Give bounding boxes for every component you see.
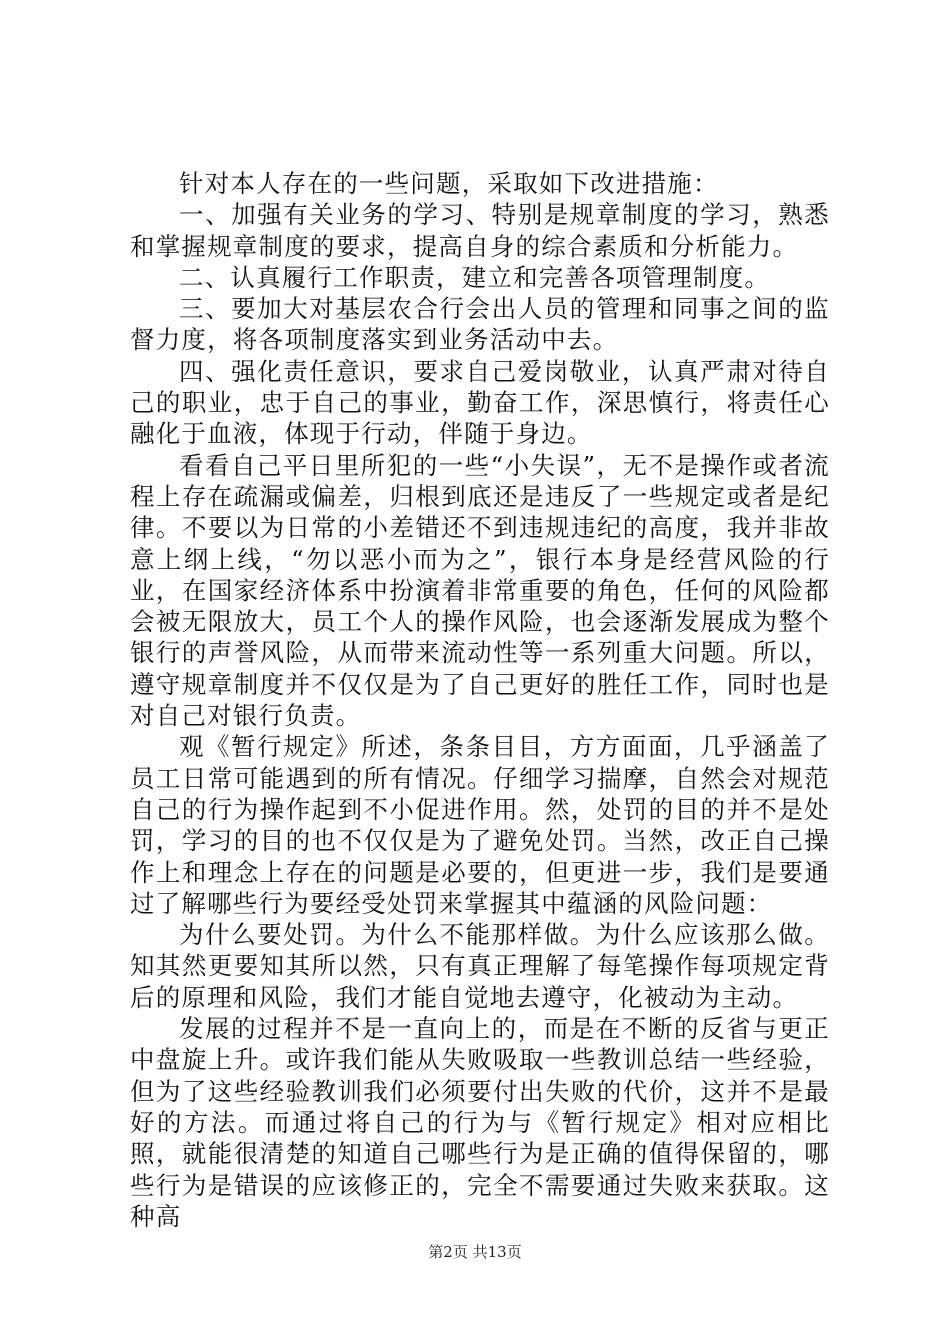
paragraph-small-mistakes: 看看自己平日里所犯的一些“小失误”，无不是操作或者流程上存在疏漏或偏差，归根到底还是违反了一些规定或者是纪律。不要以为日常的小差错还不到违规违纪的高度，我并非故意上纲上线，“勿以恶小而为之”，银行本身是经营风险的行业，在国家经济体系中扮演着非常重要的角色，任何的风险都会被无限放大，员工个人的操作风险，也会逐渐发展成为整个银行的声誉风险，从而带来流动性等一系列重大问题。所以，遵守规章制度并不仅仅是为了自己更好的胜任工作，同时也是对自己对银行负责。 [130,450,830,731]
paragraph-measure-1: 一、加强有关业务的学习、特别是规章制度的学习，熟悉和掌握规章制度的要求，提高自身的综合素质和分析能力。 [130,200,830,261]
paragraph-interim-rules: 观《暂行规定》所述，条条目目，方方面面，几乎涵盖了员工日常可能遇到的所有情况。仔细学习揣摩，自然会对规范自己的行为操作起到不小促进作用。然，处罚的目的并不是处罚，学习的目的也不仅仅是为了避免处罚。当然，改正自己操作上和理念上存在的问题是必要的，但更进一步，我们是要通过了解哪些行为要经受处罚来掌握其中蕴涵的风险问题： [130,732,830,918]
paragraph-measure-4: 四、强化责任意识，要求自己爱岗敬业，认真严肃对待自己的职业，忠于自己的事业，勤奋工作，深思慎行，将责任心融化于血液，体现于行动，伴随于身边。 [130,356,830,449]
paragraph-measure-3: 三、要加大对基层农合行会出人员的管理和同事之间的监督力度，将各项制度落实到业务活动中去。 [130,294,830,355]
paragraph-why-punish: 为什么要处罚。为什么不能那样做。为什么应该那么做。知其然更要知其所以然，只有真正理解了每笔操作每项规定背后的原理和风险，我们才能自觉地去遵守，化被动为主动。 [130,920,830,1012]
page-number-label: 第2页 共13页 [428,1243,522,1261]
paragraph-development: 发展的过程并不是一直向上的，而是在不断的反省与更正中盘旋上升。或许我们能从失败吸取一些教训总结一些经验，但为了这些经验教训我们必须要付出失败的代价，这并不是最好的方法。而通过将自己的行为与《暂行规定》相对应相比照，就能很清楚的知道自己哪些行为是正确的值得保留的，哪些行为是错误的应该修正的，完全不需要通过失败来获取。这种高 [130,1014,830,1231]
paragraph-measure-2: 二、认真履行工作职责，建立和完善各项管理制度。 [179,262,771,292]
page-footer [0,1243,950,1261]
paragraph-intro: 针对本人存在的一些问题，采取如下改进措施： [179,169,719,198]
document-body [130,168,830,1232]
